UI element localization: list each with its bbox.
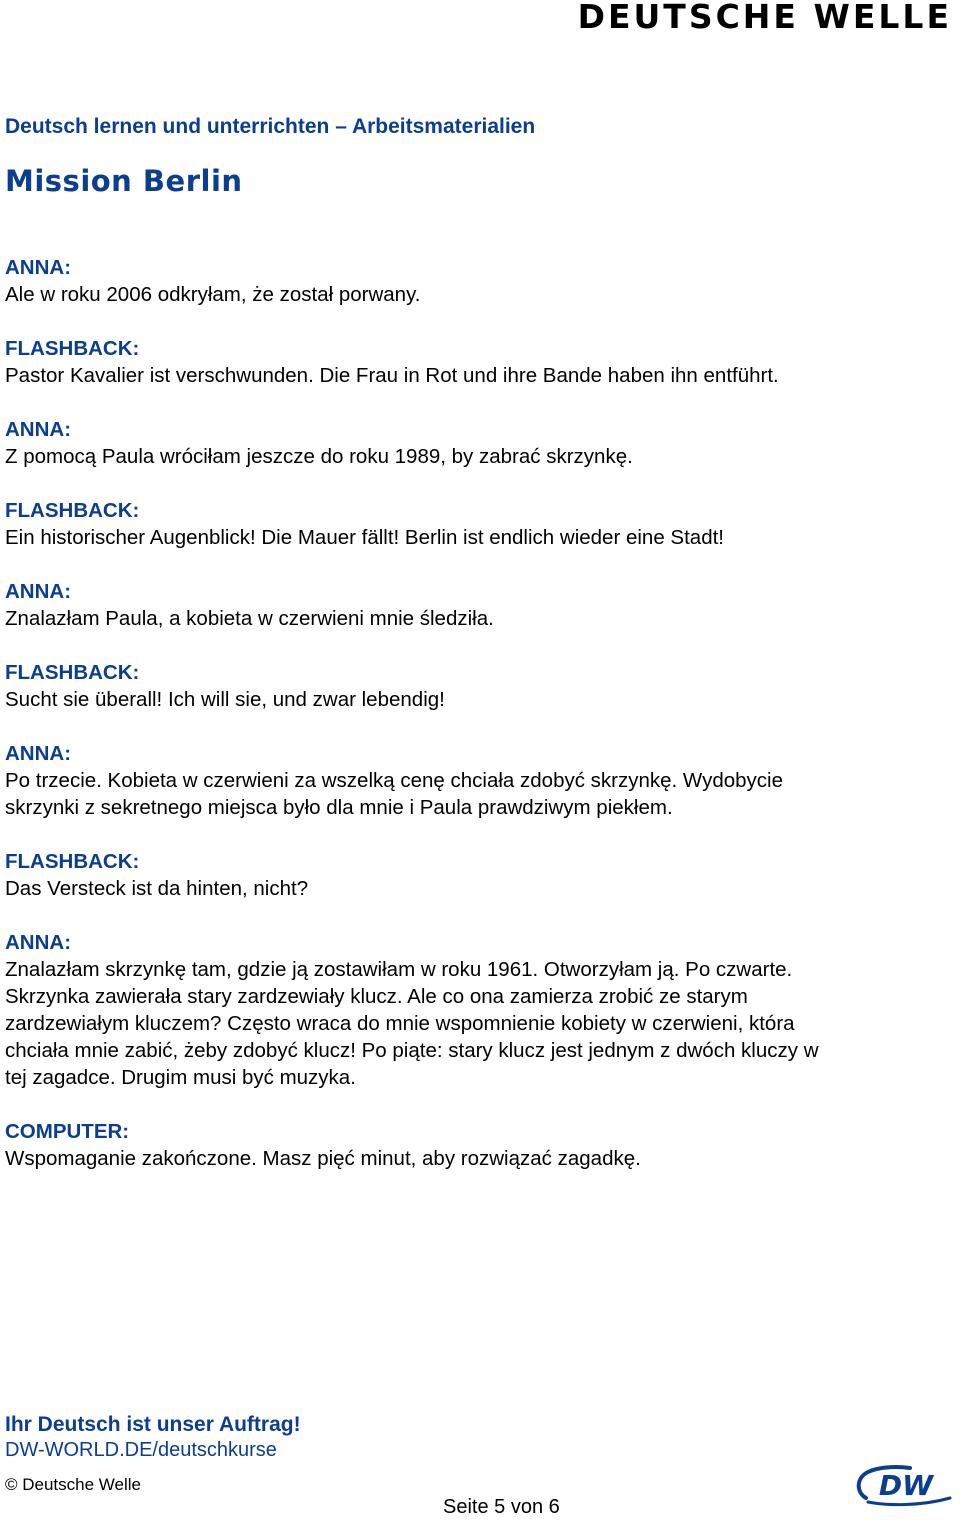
dialogue-line: Ale w roku 2006 odkryłam, że został porwany. xyxy=(5,283,421,306)
dialogue-line: Skrzynka zawierała stary zardzewiały klucz. Ale co ona zamierza zrobić ze starym xyxy=(5,985,748,1008)
speaker-label: FLASHBACK: xyxy=(5,850,140,873)
dialogue-block xyxy=(5,497,950,551)
dw-logo-icon xyxy=(852,1462,954,1508)
transcript xyxy=(5,254,950,1199)
dialogue-block xyxy=(5,740,950,821)
page-number: Seite 5 von 6 xyxy=(443,1496,560,1518)
speaker-label: ANNA: xyxy=(5,418,72,441)
footer-tagline: Ihr Deutsch ist unser Auftrag! xyxy=(5,1413,301,1436)
speaker-label: FLASHBACK: xyxy=(5,661,140,684)
brand-wordmark: DEUTSCHE WELLE xyxy=(577,0,952,36)
logo-text: DW xyxy=(878,1469,934,1502)
dialogue-block xyxy=(5,578,950,632)
speaker-label: ANNA: xyxy=(5,580,72,603)
dialogue-line: zardzewiałym kluczem? Często wraca do mnie wspomnienie kobiety w czerwieni, która xyxy=(5,1012,795,1035)
dialogue-line: Z pomocą Paula wróciłam jeszcze do roku 1989, by zabrać skrzynkę. xyxy=(5,445,633,468)
dialogue-block xyxy=(5,254,950,308)
dialogue-line: Ein historischer Augenblick! Die Mauer fällt! Berlin ist endlich wieder eine Stadt! xyxy=(5,526,724,549)
dialogue-block xyxy=(5,848,950,902)
dialogue-block xyxy=(5,335,950,389)
dialogue-line: Znalazłam Paula, a kobieta w czerwieni mnie śledziła. xyxy=(5,607,494,630)
speaker-label: ANNA: xyxy=(5,931,72,954)
dialogue-line: Po trzecie. Kobieta w czerwieni za wszelką cenę chciała zdobyć skrzynkę. Wydobycie xyxy=(5,769,784,792)
copyright-notice: © Deutsche Welle xyxy=(5,1475,141,1494)
dialogue-line: Das Versteck ist da hinten, nicht? xyxy=(5,877,309,900)
speaker-label: FLASHBACK: xyxy=(5,337,140,360)
speaker-label: FLASHBACK: xyxy=(5,499,140,522)
dialogue-block xyxy=(5,416,950,470)
footer-url-link[interactable]: DW-WORLD.DE/deutschkurse xyxy=(5,1439,277,1461)
dialogue-block xyxy=(5,1118,950,1172)
document-title: Mission Berlin xyxy=(5,164,243,198)
dialogue-line: chciała mnie zabić, żeby zdobyć klucz! Po piąte: stary klucz jest jednym z dwóch kluczy w xyxy=(5,1039,819,1062)
speaker-label: ANNA: xyxy=(5,256,72,279)
dialogue-block xyxy=(5,659,950,713)
dialogue-line: Znalazłam skrzynkę tam, gdzie ją zostawiłam w roku 1961. Otworzyłam ją. Po czwarte. xyxy=(5,958,793,981)
dialogue-line: Pastor Kavalier ist verschwunden. Die Frau in Rot und ihre Bande haben ihn entführt. xyxy=(5,364,779,387)
dialogue-block xyxy=(5,929,950,1091)
dialogue-line: Wspomaganie zakończone. Masz pięć minut, aby rozwiązać zagadkę. xyxy=(5,1147,641,1170)
speaker-label: ANNA: xyxy=(5,742,72,765)
dialogue-line: tej zagadce. Drugim musi być muzyka. xyxy=(5,1066,356,1089)
series-subtitle: Deutsch lernen und unterrichten – Arbeitsmaterialien xyxy=(5,115,536,138)
dialogue-line: skrzynki z sekretnego miejsca było dla mnie i Paula prawdziwym piekłem. xyxy=(5,796,673,819)
dialogue-line: Sucht sie überall! Ich will sie, und zwar lebendig! xyxy=(5,688,445,711)
speaker-label: COMPUTER: xyxy=(5,1120,130,1143)
